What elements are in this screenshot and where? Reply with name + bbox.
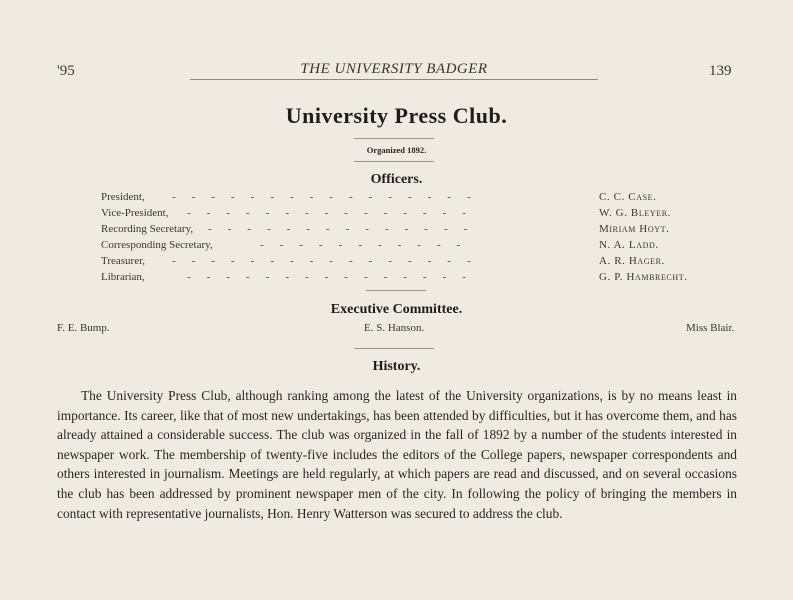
header-title: THE UNIVERSITY BADGER bbox=[300, 61, 488, 77]
committee-member: Miss Blair. bbox=[686, 322, 735, 334]
officer-name: C. C. Case. bbox=[599, 191, 657, 203]
committee-member: F. E. Bump. bbox=[57, 322, 110, 334]
officer-role: Vice-President, bbox=[101, 207, 169, 219]
divider bbox=[366, 290, 426, 291]
page-title: University Press Club. bbox=[285, 103, 508, 128]
officer-name: Miriam Hoyt. bbox=[599, 223, 670, 235]
header-rule bbox=[190, 79, 598, 80]
officer-role: Corresponding Secretary, bbox=[101, 239, 213, 251]
dot-leader: - - - - - - - - - - - - - - - - bbox=[172, 255, 472, 267]
dot-leader: - - - - - - - - - - - - - - - - bbox=[172, 191, 472, 203]
officer-name: G. P. Hambrecht. bbox=[599, 271, 688, 283]
committee-member: E. S. Hanson. bbox=[364, 322, 425, 334]
dot-leader: - - - - - - - - - - - - - - - bbox=[187, 271, 467, 283]
organized-line: Organized 1892. bbox=[366, 145, 427, 155]
officer-row bbox=[0, 255, 793, 271]
officer-role: President, bbox=[101, 191, 145, 203]
history-heading: History. bbox=[372, 359, 421, 374]
header-year: '95 bbox=[57, 63, 75, 79]
history-paragraph: The University Press Club, although ranking among the latest of the University organizations, is by no means least in importance. Its career, like that of most new undertakings, has been attended by difficulties, but it has overcome them, and has already attained a considerable success. The club was organized in the fall of 1892 by a number of the students interested in newspaper work. The membership of twenty-five includes the editors of the College papers, newspaper correspondents and others interested in journalism. Meetings are held regularly, at which papers are read and discussed, and on several occasions the club has been addressed by prominent newspaper men of the city. In following the policy of bringing the members in contact with representative journalists, Hon. Henry Watterson was secured to address the club. bbox=[57, 388, 737, 521]
officer-role: Recording Secretary, bbox=[101, 223, 194, 235]
officer-row bbox=[0, 271, 793, 287]
officer-name: A. R. Hager. bbox=[599, 255, 665, 267]
committee-heading: Executive Committee. bbox=[330, 302, 463, 317]
officer-name: W. G. Bleyer. bbox=[599, 207, 671, 219]
officers-heading: Officers. bbox=[370, 172, 423, 187]
officer-row bbox=[0, 223, 793, 239]
officer-role: Librarian, bbox=[101, 271, 145, 283]
dot-leader: - - - - - - - - - - - - - - bbox=[208, 223, 469, 235]
divider bbox=[354, 138, 434, 139]
officer-role: Treasurer, bbox=[101, 255, 146, 267]
divider bbox=[354, 161, 434, 162]
dot-leader: - - - - - - - - - - - - - - - bbox=[187, 207, 467, 219]
dot-leader: - - - - - - - - - - - bbox=[260, 239, 462, 251]
officer-row bbox=[0, 191, 793, 207]
divider bbox=[354, 348, 434, 349]
officer-row bbox=[0, 207, 793, 223]
officer-name: N. A. Ladd. bbox=[599, 239, 659, 251]
officer-row bbox=[0, 239, 793, 255]
header-page-number: 139 bbox=[709, 63, 732, 79]
